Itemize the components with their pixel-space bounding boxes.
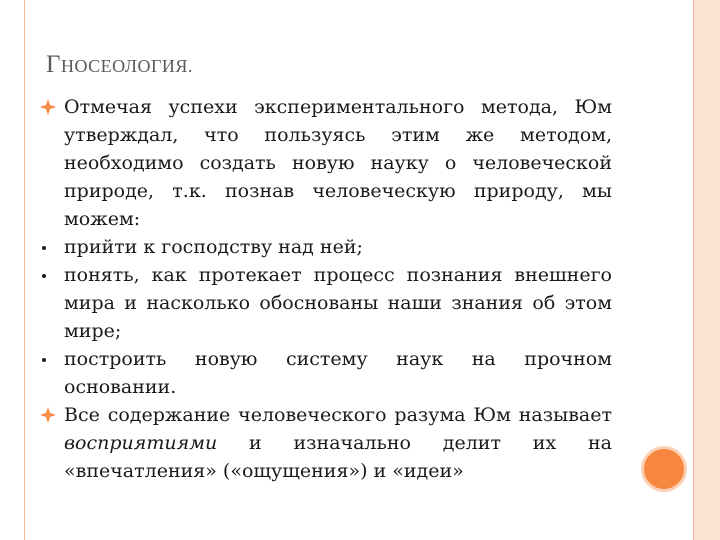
bullet-text-after: и изначально делит их на «впечатления» («ощущения») и «идеи» (64, 432, 612, 482)
right-decorative-band (694, 0, 720, 540)
bullet-text-before: Все содержание человеческого разума Юм называет (64, 404, 612, 426)
title-rest: НОСЕОЛОГИЯ. (60, 56, 193, 76)
dot-bullet-icon (42, 274, 46, 278)
bullet-text: построить новую систему наук на прочном основании. (64, 348, 612, 398)
bullet-text: понять, как протекает процесс познания внешнего мира и насколько обоснованы наши знания об этом мире; (64, 264, 612, 342)
orange-circle-decoration (641, 446, 687, 492)
slide-content (40, 93, 612, 485)
bullet-text: прийти к господству над ней; (64, 236, 363, 258)
diamond-bullet-icon (40, 99, 56, 115)
bullet-item-sub (40, 345, 612, 401)
frame-line-left (24, 0, 25, 540)
bullet-item-sub (40, 233, 612, 261)
bullet-text-emphasis: восприятиями (64, 432, 218, 454)
title-first-letter: Г (46, 51, 61, 78)
bullet-item-main (40, 401, 612, 485)
dot-bullet-icon (42, 246, 46, 250)
bullet-item-main (40, 93, 612, 233)
bullet-text: Отмечая успехи экспериментального метода, Юм утверждал, что пользуясь этим же методом, необходимо создать новую науку о человеческой природе, т.к. познав человеческую природу, мы можем: (64, 96, 612, 230)
diamond-bullet-icon (40, 407, 56, 423)
dot-bullet-icon (42, 358, 46, 362)
bullet-item-sub (40, 261, 612, 345)
slide-title (46, 51, 193, 79)
